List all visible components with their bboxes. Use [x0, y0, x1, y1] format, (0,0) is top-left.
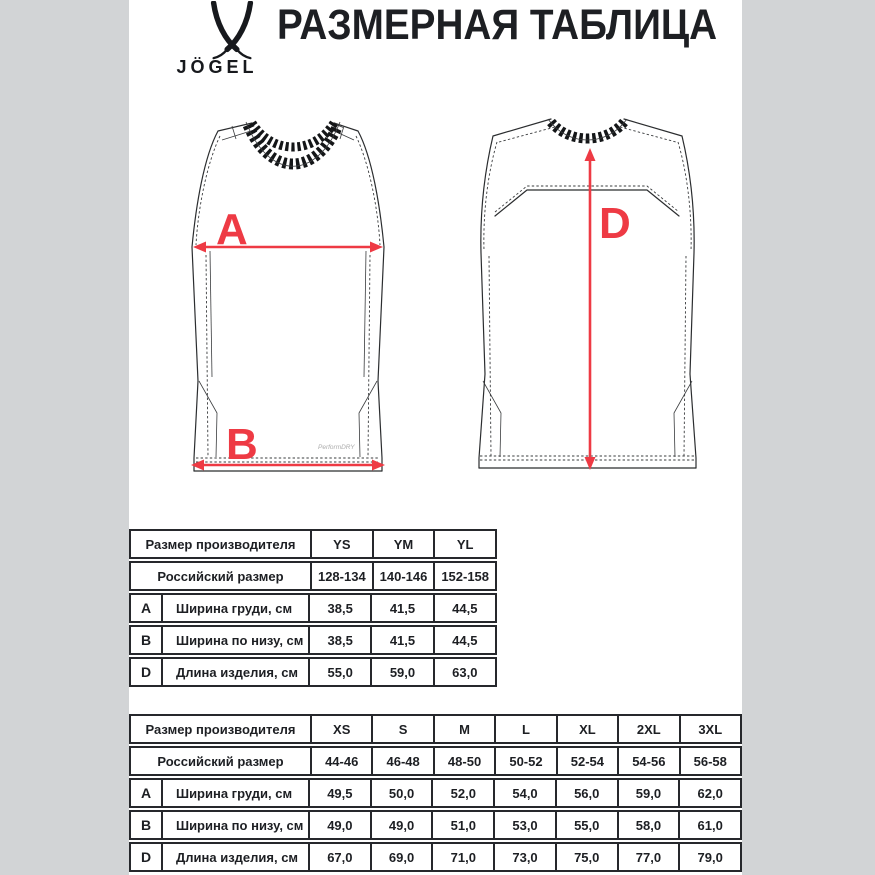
- manufacturer-size-row: [129, 714, 742, 744]
- russian-size-value: 152-158: [433, 563, 495, 589]
- row-letter: B: [140, 632, 152, 648]
- measurement-value: 59,0: [617, 780, 679, 806]
- row-description: Ширина по низу, см: [161, 627, 308, 653]
- size-value: M: [433, 716, 494, 742]
- measurement-b-label: B: [226, 420, 258, 469]
- row-description: Ширина груди, см: [161, 780, 308, 806]
- measurement-value: 59,0: [370, 659, 432, 685]
- row-description: Ширина по низу, см: [161, 812, 308, 838]
- measurement-value: 67,0: [308, 844, 370, 870]
- size-value: 2XL: [617, 716, 678, 742]
- measurement-value: 62,0: [678, 780, 740, 806]
- russian-size-row: [129, 746, 742, 776]
- row-letter: A: [140, 785, 152, 801]
- manufacturer-size-label: Размер производителя: [145, 536, 296, 552]
- row-description: Ширина груди, см: [161, 595, 308, 621]
- manufacturer-size-label: Размер производителя: [145, 721, 296, 737]
- measurement-value: 44,5: [433, 595, 495, 621]
- size-table-adult: [129, 714, 742, 874]
- measurement-value: 51,0: [431, 812, 493, 838]
- russian-size-value: 128-134: [310, 563, 372, 589]
- measurement-row-b: [129, 810, 742, 840]
- measurement-value: 38,5: [308, 627, 370, 653]
- measurement-value: 52,0: [431, 780, 493, 806]
- row-letter: A: [140, 600, 152, 616]
- measurement-value: 55,0: [308, 659, 370, 685]
- back-view-drawing: [475, 116, 700, 478]
- measurement-value: 55,0: [555, 812, 617, 838]
- measurement-row-a: [129, 593, 497, 623]
- content-panel: [129, 0, 742, 875]
- measurement-value: 44,5: [433, 627, 495, 653]
- measurement-value: 49,5: [308, 780, 370, 806]
- measurement-value: 71,0: [431, 844, 493, 870]
- size-value: XS: [310, 716, 371, 742]
- measurement-row-a: [129, 778, 742, 808]
- size-value: S: [371, 716, 432, 742]
- measurement-value: 73,0: [493, 844, 555, 870]
- measurement-value: 63,0: [433, 659, 495, 685]
- size-value: L: [494, 716, 555, 742]
- measurement-value: 41,5: [370, 595, 432, 621]
- front-view-drawing: [190, 113, 386, 478]
- measurement-row-d: [129, 657, 497, 687]
- measurement-value: 49,0: [370, 812, 432, 838]
- measurement-a-label: A: [216, 205, 248, 254]
- measurement-value: 49,0: [308, 812, 370, 838]
- russian-size-value: 48-50: [433, 748, 494, 774]
- measurement-value: 38,5: [308, 595, 370, 621]
- russian-size-label: Российский размер: [157, 568, 284, 584]
- measurement-value: 56,0: [555, 780, 617, 806]
- russian-size-value: 140-146: [372, 563, 434, 589]
- measurement-value: 77,0: [617, 844, 679, 870]
- russian-size-value: 46-48: [371, 748, 432, 774]
- measurement-d-label: D: [599, 199, 631, 248]
- row-letter: D: [140, 849, 152, 865]
- size-value: YM: [372, 531, 434, 557]
- jogel-logo-icon: [199, 1, 265, 61]
- fabric-brand-text: PerformDRY: [318, 444, 355, 451]
- russian-size-value: 52-54: [556, 748, 617, 774]
- measurement-value: 50,0: [370, 780, 432, 806]
- manufacturer-size-row: [129, 529, 497, 559]
- measurement-row-b: [129, 625, 497, 655]
- size-value: XL: [556, 716, 617, 742]
- russian-size-value: 56-58: [679, 748, 740, 774]
- measurement-value: 61,0: [678, 812, 740, 838]
- measurement-row-d: [129, 842, 742, 872]
- russian-size-row: [129, 561, 497, 591]
- russian-size-value: 44-46: [310, 748, 371, 774]
- size-value: YS: [310, 531, 372, 557]
- russian-size-value: 54-56: [617, 748, 678, 774]
- russian-size-value: 50-52: [494, 748, 555, 774]
- page-title: РАЗМЕРНАЯ ТАБЛИЦА: [277, 1, 718, 49]
- measurement-value: 79,0: [678, 844, 740, 870]
- size-value: YL: [433, 531, 495, 557]
- measurement-value: 54,0: [493, 780, 555, 806]
- row-letter: B: [140, 817, 152, 833]
- measurement-value: 41,5: [370, 627, 432, 653]
- row-description: Длина изделия, см: [161, 844, 308, 870]
- size-table-youth: [129, 529, 497, 689]
- measurement-value: 69,0: [370, 844, 432, 870]
- measurement-value: 53,0: [493, 812, 555, 838]
- row-description: Длина изделия, см: [161, 659, 308, 685]
- measurement-value: 75,0: [555, 844, 617, 870]
- size-value: 3XL: [679, 716, 740, 742]
- row-letter: D: [140, 664, 152, 680]
- russian-size-label: Российский размер: [157, 753, 284, 769]
- measurement-value: 58,0: [617, 812, 679, 838]
- brand-wordmark: JÖGEL: [176, 57, 258, 77]
